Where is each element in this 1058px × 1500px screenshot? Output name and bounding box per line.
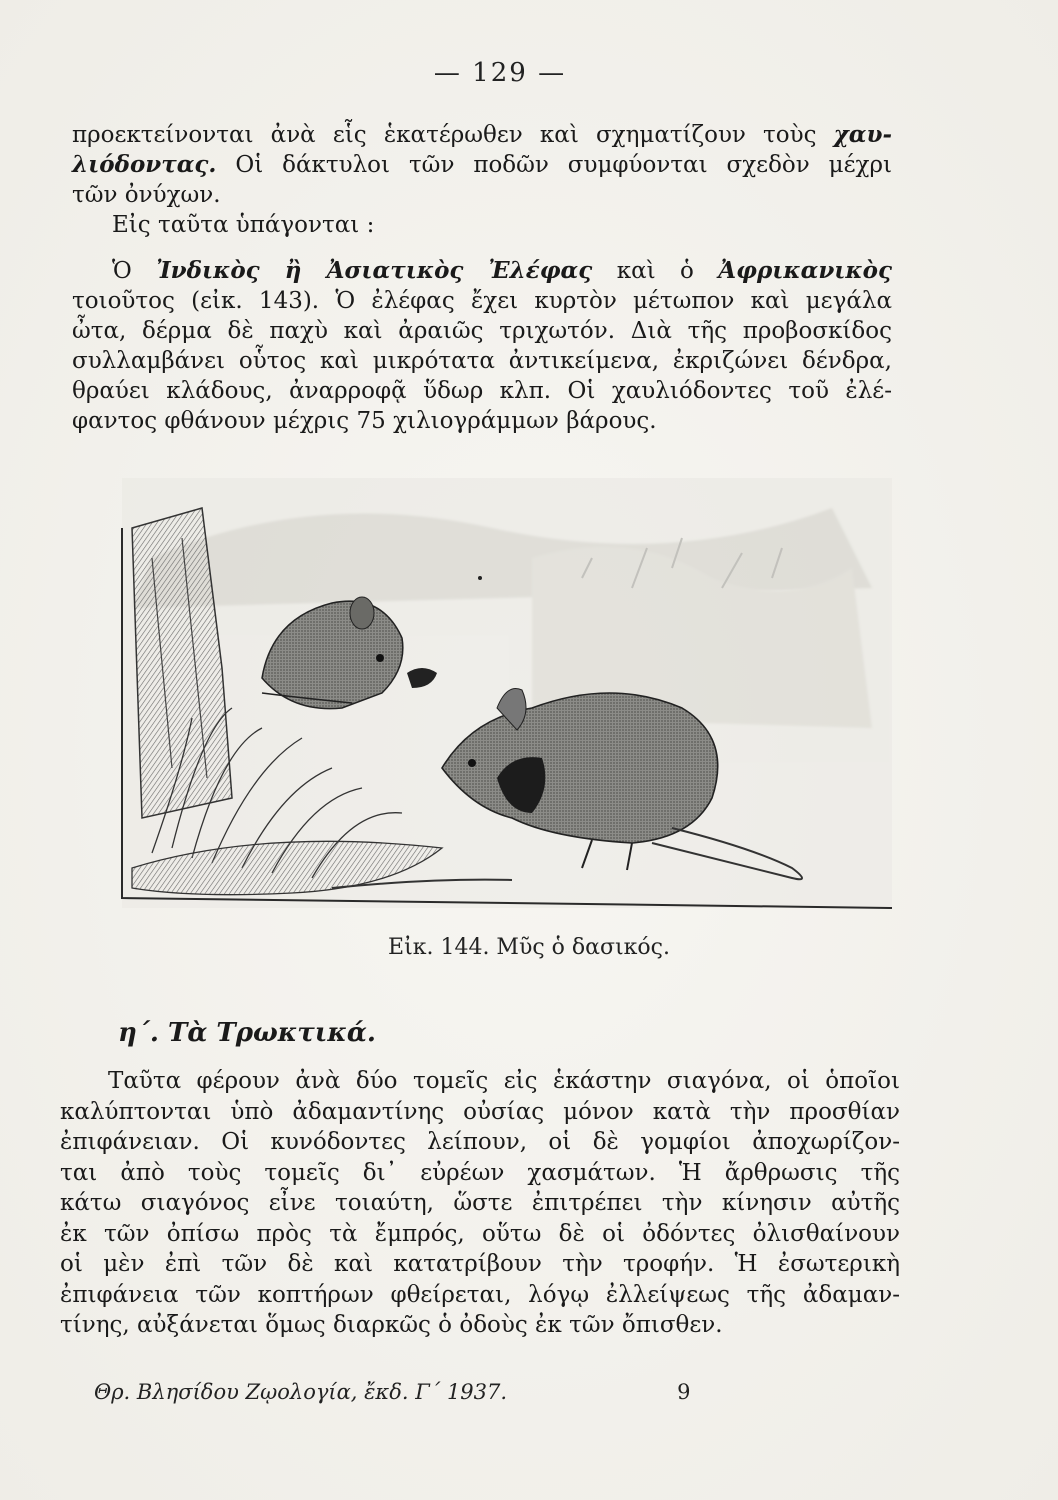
text-line: ὦτα, δέρμα δὲ παχὺ καὶ ἀραιῶς τριχωτόν. Διὰ τῆς προβοσκίδος: [72, 318, 892, 344]
text-line: ται ἀπὸ τοὺς τομεῖς δι᾽ εὐρέων χασμάτων. Ἡ ἄρθρωσις τῆς: [60, 1159, 900, 1186]
text-line: τοιοῦτος (εἰκ. 143). Ὁ ἐλέφας ἔχει κυρτὸν μέτωπον καὶ μεγάλα: [72, 288, 892, 314]
section-title: η΄. Τὰ Τρωκτικά.: [118, 1018, 376, 1048]
paragraph-intro: [72, 210, 892, 240]
book-reference: Θρ. Βλησίδου Ζῳολογία, ἔκδ. Γ΄ 1937.: [94, 1380, 508, 1404]
paragraph-elephants: [72, 256, 892, 436]
text-line: τίνης, αὐξάνεται ὅμως διαρκῶς ὁ ὀδοὺς ἐκ τῶν ὄπισθεν.: [60, 1312, 723, 1338]
text-line: Ταῦτα φέρουν ἀνὰ δύο τομεῖς εἰς ἑκάστην σιαγόνα, οἱ ὁποῖοι: [108, 1068, 900, 1094]
text-line: καλύπτονται ὑπὸ ἀδαμαντίνης οὐσίας μόνον κατὰ τὴν προσθίαν: [60, 1098, 900, 1125]
text-line: ἐκ τῶν ὀπίσω πρὸς τὰ ἔμπρός, οὕτω δὲ οἱ ὀδόντες ὀλισθαίνουν: [60, 1220, 900, 1247]
speck: [478, 576, 482, 580]
text-line: οἱ μὲν ἐπὶ τῶν δὲ καὶ κατατρίβουν τὴν τροφήν. Ἡ ἐσωτερικὴ: [60, 1251, 900, 1277]
text-line: Ὁ Ἰνδικὸς ἢ Ἀσιατικὸς Ἐλέφας καὶ ὁ Ἀφρικανικὸς: [112, 257, 892, 284]
text-line: τῶν ὀνύχων.: [72, 182, 221, 208]
text-line: φαντος φθάνουν μέχρις 75 χιλιογράμμων βάρους.: [72, 408, 657, 434]
figure-wood-mouse: [112, 468, 902, 920]
page-footer: [94, 1380, 690, 1404]
signature-mark: 9: [677, 1380, 691, 1404]
mouse-illustration: [112, 468, 902, 920]
text-line: Εἰς ταῦτα ὑπάγονται :: [112, 212, 375, 238]
text-line: ἐπιφάνεια τῶν κοπτήρων φθείρεται, λόγῳ ἐλλείψεως τῆς ἀδαμαν-: [60, 1281, 900, 1308]
text-line: λιόδοντας. Οἱ δάκτυλοι τῶν ποδῶν συμφύονται σχεδὸν μέχρι: [72, 151, 893, 178]
text-line: συλλαμβάνει οὗτος καὶ μικρότατα ἀντικείμενα, ἐκριζώνει δένδρα,: [72, 348, 892, 374]
paragraph-tusks: [72, 120, 892, 210]
text-line: κάτω σιαγόνος εἶνε τοιαύτη, ὥστε ἐπιτρέπει τὴν κίνησιν αὐτῆς: [60, 1190, 900, 1216]
text-line: ἐπιφάνειαν. Οἱ κυνόδοντες λείπουν, οἱ δὲ γομφίοι ἀποχωρίζον-: [60, 1129, 900, 1155]
page-number: — 129 —: [433, 58, 567, 88]
figure-caption: Εἰκ. 144. Μῦς ὁ δασικός.: [388, 935, 670, 960]
text-line: προεκτείνονται ἀνὰ εἷς ἑκατέρωθεν καὶ σχηματίζουν τοὺς χαυ-: [72, 121, 892, 148]
text-line: θραύει κλάδους, ἀναρροφᾷ ὕδωρ κλπ. Οἱ χαυλιόδοντες τοῦ ἐλέ-: [72, 378, 892, 404]
paragraph-rodents: [60, 1066, 900, 1341]
